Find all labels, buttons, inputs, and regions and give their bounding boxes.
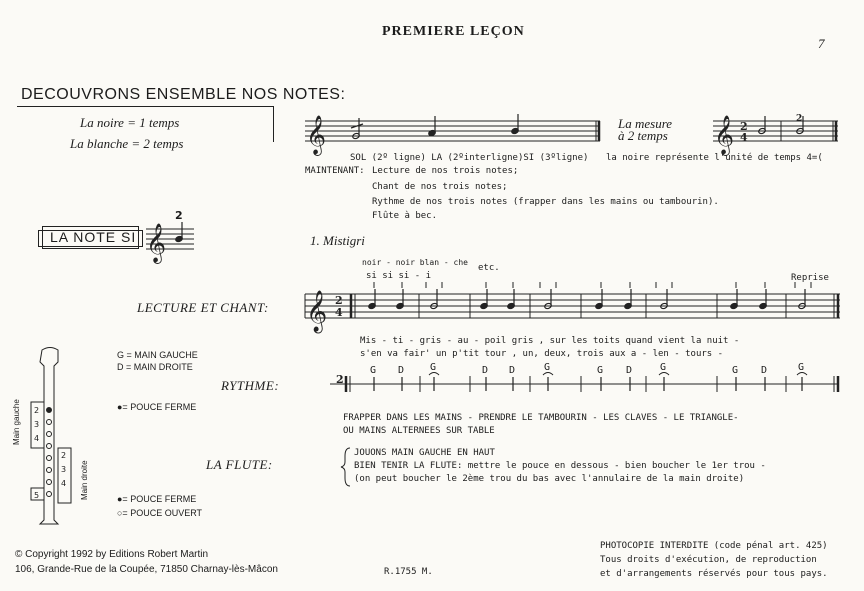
svg-text:G: G xyxy=(430,362,437,373)
rights-line2: et d'arrangements réservés pour tous pays. xyxy=(600,569,828,579)
noire-unite: la noire représente l'unité de temps 4=( xyxy=(606,153,823,163)
hand-labels xyxy=(370,362,804,376)
treble-clef-song: 𝄞 xyxy=(306,291,328,332)
rythme-text-line1: FRAPPER DANS LES MAINS - PRENDRE LE TAMBOURIN - LES CLAVES - LE TRIANGLE- xyxy=(343,413,739,423)
flute-line2: BIEN TENIR LA FLUTE: mettre le pouce en dessous - bien boucher le 1er trou - xyxy=(354,461,766,471)
svg-text:G: G xyxy=(732,365,739,376)
svg-text:D: D xyxy=(482,365,489,376)
svg-text:D: D xyxy=(398,365,405,376)
rythme-text-line2: OU MAINS ALTERNEES SUR TABLE xyxy=(343,426,495,436)
mesure-line1: La mesure xyxy=(618,116,673,131)
svg-text:G: G xyxy=(370,365,377,376)
song-time-top: 2 xyxy=(335,294,343,307)
mesure-finger: 2 xyxy=(796,114,803,124)
catalog-ref: R.1755 M. xyxy=(384,567,433,577)
rights-line1: Tous droits d'exécution, de reproduction xyxy=(600,555,817,565)
legend-pouce-ferme: ●= POUCE FERME xyxy=(117,402,197,412)
song-time-bottom: 4 xyxy=(335,306,343,319)
section-heading: DECOUVRONS ENSEMBLE NOS NOTES: xyxy=(21,86,346,103)
svg-text:G: G xyxy=(597,365,604,376)
maintenant-line4: Flûte à bec. xyxy=(372,211,438,221)
maintenant-line1: Lecture de nos trois notes; xyxy=(372,166,519,176)
flute-line1: JOUONS MAIN GAUCHE EN HAUT xyxy=(354,448,495,458)
legend-pouce-ferme-2: ●= POUCE FERME xyxy=(117,494,197,504)
beat-ticks xyxy=(374,282,811,288)
noire-rule: La noire = 1 temps xyxy=(80,115,180,130)
svg-text:D: D xyxy=(509,365,516,376)
lyrics-line2: s'en va fair' un p'tit tour , un, deux, trois aux a - len - tours - xyxy=(360,349,724,359)
note-si-label: LA NOTE SI xyxy=(50,229,137,245)
time-sig-bottom: 4 xyxy=(740,131,748,144)
treble-clef-intro: 𝄞 xyxy=(306,115,327,155)
rhythm-time: 2 xyxy=(336,373,344,386)
svg-text:D: D xyxy=(626,365,633,376)
treble-clef-mesure: 𝄞 xyxy=(714,115,735,155)
svg-text:2: 2 xyxy=(34,406,40,415)
main-droite-label: Main droite xyxy=(80,460,89,500)
publisher-address: 106, Grande-Rue de la Coupée, 71850 Charnay-lès-Mâcon xyxy=(15,564,278,575)
legend-g: G = MAIN GAUCHE xyxy=(117,350,198,360)
flute-brace xyxy=(341,448,350,486)
rhythm-annotation: noir - noir blan - che xyxy=(362,258,468,267)
svg-text:3: 3 xyxy=(34,420,40,429)
page-title: PREMIERE LEÇON xyxy=(382,24,525,39)
reprise-text: Reprise xyxy=(791,273,829,283)
flute-line3: (on peut boucher le 2ème trou du bas avec l'annulaire de la main droite) xyxy=(354,474,745,484)
flute-label: LA FLUTE: xyxy=(206,457,273,472)
maintenant-line2: Chant de nos trois notes; xyxy=(372,182,508,192)
maintenant-line3: Rythme de nos trois notes (frapper dans les mains ou tambourin). xyxy=(372,197,719,207)
rythme-label: RYTHME: xyxy=(221,378,280,393)
svg-text:G: G xyxy=(544,362,551,373)
song-title: 1. Mistigri xyxy=(310,233,365,248)
note-annotation: si si si - i xyxy=(366,271,432,281)
svg-text:5: 5 xyxy=(34,491,40,500)
note-names: SOL (2º ligne) LA (2ºinterligne)SI (3ºligne) xyxy=(350,153,589,163)
legend-pouce-ouvert: ○= POUCE OUVERT xyxy=(117,508,203,518)
legend-d: D = MAIN DROITE xyxy=(117,362,193,372)
time-sig-top: 2 xyxy=(740,120,748,133)
lyrics-line1: Mis - ti - gris - au - poil gris , sur les toits quand vient la nuit - xyxy=(360,336,740,346)
svg-text:3: 3 xyxy=(61,465,67,474)
etc-text: etc. xyxy=(478,263,500,273)
svg-text:G: G xyxy=(798,362,805,373)
rhythm-staff xyxy=(330,376,838,392)
copyright: © Copyright 1992 by Editions Robert Martin xyxy=(15,549,209,560)
treble-clef-si: 𝄞 xyxy=(146,223,167,263)
page-number: 7 xyxy=(818,36,825,51)
maintenant-label: MAINTENANT: xyxy=(305,166,365,176)
note-si-finger: 2 xyxy=(175,209,183,222)
photocopy-warning: PHOTOCOPIE INTERDITE (code pénal art. 425) xyxy=(600,541,828,551)
intro-staff xyxy=(305,121,600,141)
svg-text:D: D xyxy=(761,365,768,376)
svg-text:2: 2 xyxy=(61,451,67,460)
svg-text:4: 4 xyxy=(61,479,67,488)
lecture-label: LECTURE ET CHANT: xyxy=(137,300,269,315)
mesure-line2: à 2 temps xyxy=(618,128,668,143)
blanche-rule: La blanche = 2 temps xyxy=(70,136,184,151)
svg-text:4: 4 xyxy=(34,434,40,443)
main-gauche-label: Main gauche xyxy=(12,399,21,445)
svg-text:G: G xyxy=(660,362,667,373)
